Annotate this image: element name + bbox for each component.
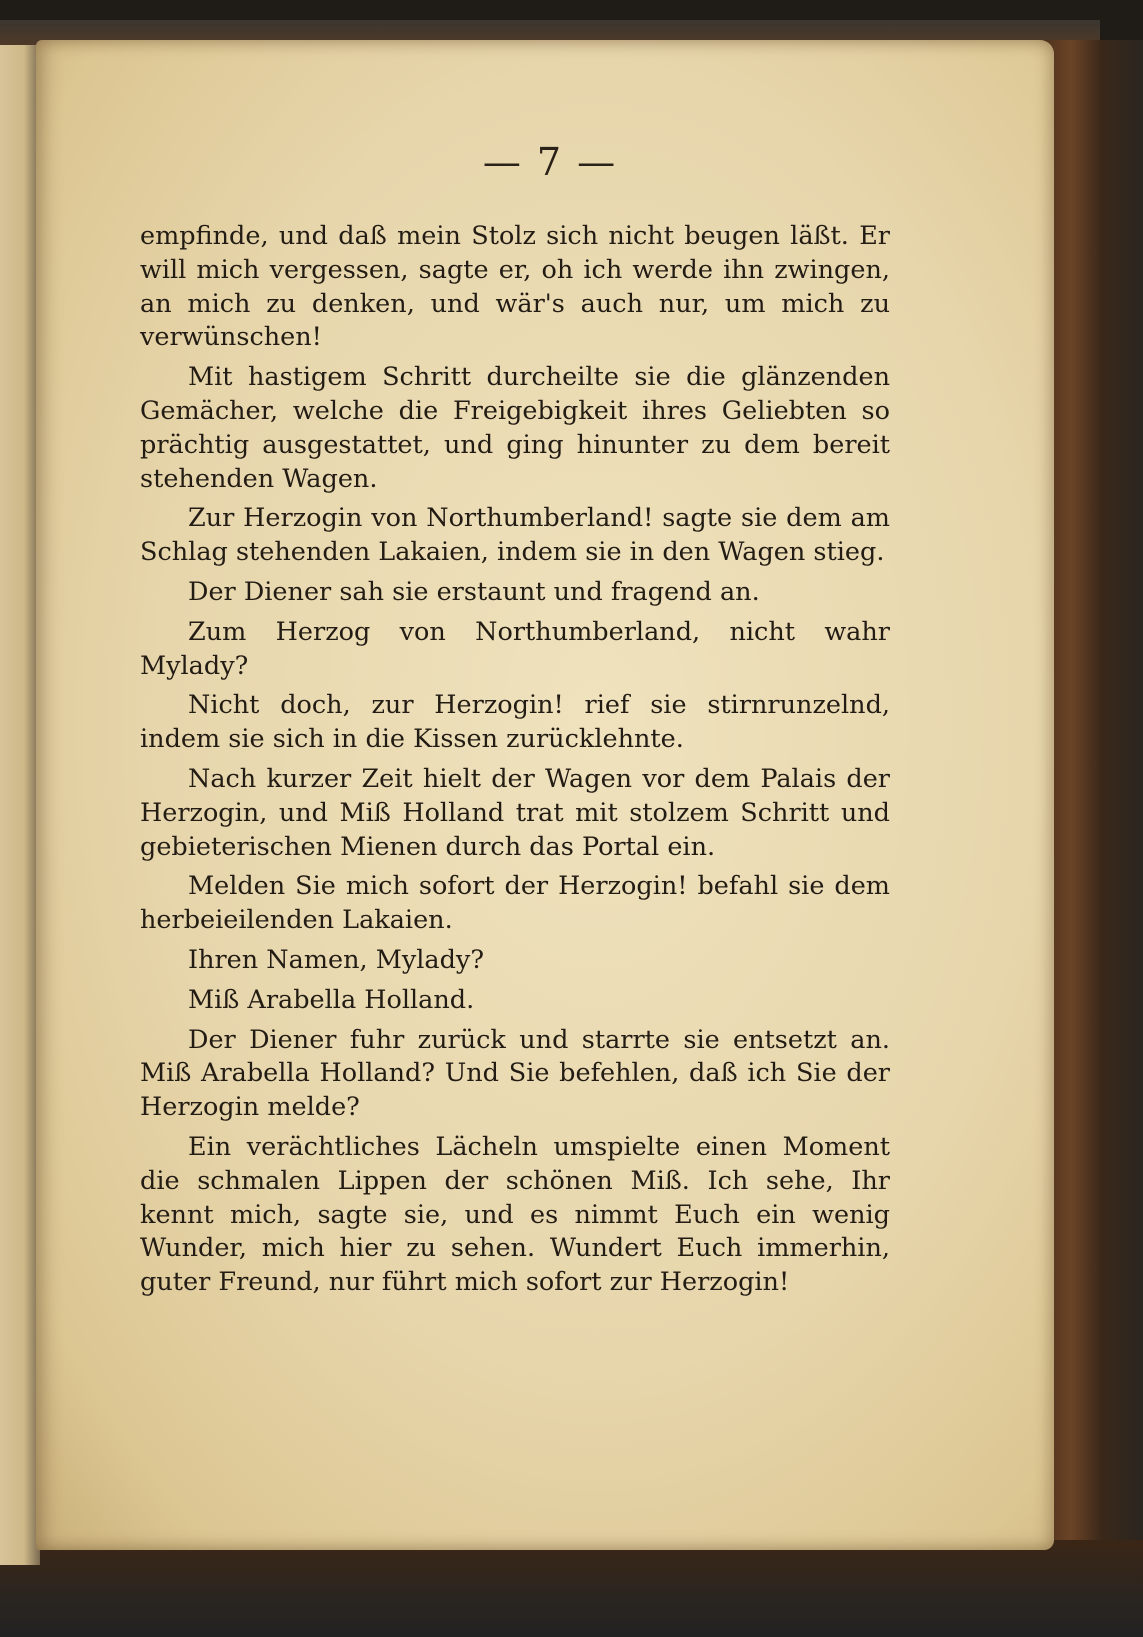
- paragraph-2: Mit hastigem Schritt durcheilte sie die glänzenden Gemächer, welche die Freigebigkeit ihres Geliebten so prächtig ausgestattet, und ging hinunter zu dem bereit stehenden Wagen.: [140, 362, 890, 494]
- facing-page-edge: [0, 45, 40, 1565]
- paragraph-10: Miß Arabella Holland.: [188, 984, 475, 1015]
- paragraph-7: Nach kurzer Zeit hielt der Wagen vor dem Palais der Herzogin, und Miß Holland trat mit stolzem Schritt und gebieterischen Mienen durch das Portal ein.: [140, 763, 890, 862]
- book-cover-spine: [1040, 40, 1143, 1600]
- book-cover-bottom: [0, 1540, 1143, 1637]
- paragraph-4: Der Diener sah sie erstaunt und fragend an.: [188, 576, 760, 607]
- page-number: — 7 —: [482, 140, 618, 184]
- paragraph-5: Zum Herzog von Northumberland, nicht wahr Mylady?: [140, 616, 890, 681]
- paragraph-12: Ein verächtliches Lächeln umspielte einen Moment die schmalen Lippen der schönen Miß. Ich sehe, Ihr kennt mich, sagte sie, und es nimmt Euch ein wenig Wunder, mich hier zu sehen. Wundert Euch immerhin, guter Freund, nur führt mich sofort zur Herzogin!: [140, 1131, 890, 1298]
- paragraph-8: Melden Sie mich sofort der Herzogin! befahl sie dem herbeieilenden Lakaien.: [140, 871, 890, 936]
- paragraph-11: Der Diener fuhr zurück und starrte sie entsetzt an. Miß Arabella Holland? Und Sie befehlen, daß ich Sie der Herzogin melde?: [140, 1024, 890, 1123]
- paragraph-9: Ihren Namen, Mylady?: [188, 944, 485, 975]
- paragraph-1: empfinde, und daß mein Stolz sich nicht beugen läßt. Er will mich vergessen, sagte er, oh ich werde ihn zwingen, an mich zu denken, und wär's auch nur, um mich zu verwünschen!: [140, 221, 890, 353]
- paragraph-6: Nicht doch, zur Herzogin! rief sie stirnrunzelnd, indem sie sich in die Kissen zurücklehnte.: [140, 690, 890, 755]
- paragraph-3: Zur Herzogin von Northumberland! sagte sie dem am Schlag stehenden Lakaien, indem sie in den Wagen stieg.: [140, 503, 890, 568]
- page-text: [140, 220, 890, 1306]
